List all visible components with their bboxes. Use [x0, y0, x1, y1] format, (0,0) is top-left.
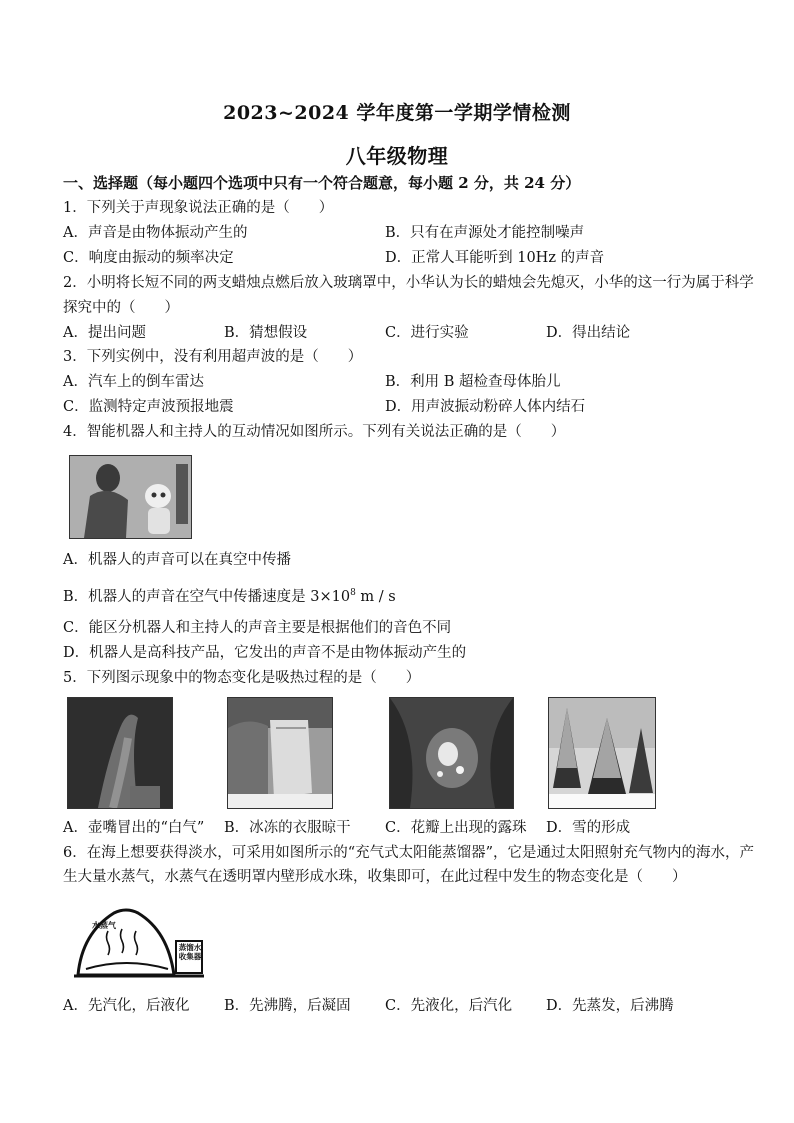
q2-stem-line2: 探究中的（ ）	[63, 300, 179, 316]
q4-option-c: C．能区分机器人和主持人的声音主要是根据他们的音色不同	[63, 620, 452, 636]
q2-option-b: B．猜想假设	[224, 325, 308, 341]
q4-option-b-prefix: B．机器人的声音在空气中传播速度是 3×10	[63, 589, 351, 605]
q6-option-c: C．先液化，后汽化	[385, 998, 513, 1014]
q6-stem-line1: 6．在海上想要获得淡水，可采用如图所示的“充气式太阳能蒸馏器”，它是通过太阳照射充气物内的海水，产	[63, 845, 755, 861]
q4-stem: 4．智能机器人和主持人的互动情况如图所示。下列有关说法正确的是（ ）	[63, 424, 566, 440]
q4-option-a: A．机器人的声音可以在真空中传播	[63, 552, 291, 568]
section-heading: 一、选择题（每小题四个选项中只有一个符合题意，每小题 2 分，共 24 分）	[63, 174, 581, 192]
q4-option-d: D．机器人是高科技产品，它发出的声音不是由物体振动产生的	[63, 645, 467, 661]
vapor-label: 水蒸气	[92, 920, 116, 930]
snow-trees-photo	[548, 697, 656, 809]
q6-option-d: D．先蒸发，后沸腾	[546, 998, 674, 1014]
q1-option-a: A．声音是由物体振动产生的	[63, 225, 248, 241]
q1-option-c: C．响度由振动的频率决定	[63, 250, 234, 266]
q5-caption-c: C．花瓣上出现的露珠	[385, 820, 527, 836]
robot-host-photo	[69, 455, 192, 539]
q2-option-d: D．得出结论	[546, 325, 631, 341]
q3-option-b: B．利用 B 超检查母体胎儿	[385, 374, 561, 390]
q2-option-c: C．进行实验	[385, 325, 469, 341]
q1-option-b: B．只有在声源处才能控制噪声	[385, 225, 585, 241]
collector-label: 蒸馏水收集器	[178, 943, 202, 961]
q4-option-b-exponent: 8	[350, 588, 356, 599]
q6-option-a: A．先汽化，后液化	[63, 998, 190, 1014]
exam-title: 2023~2024 学年度第一学期学情检测	[223, 102, 571, 124]
q6-option-b: B．先沸腾，后凝固	[224, 998, 351, 1014]
q2-option-a: A．提出问题	[63, 325, 146, 341]
q5-caption-a: A．壶嘴冒出的“白气”	[63, 820, 205, 836]
q1-stem: 1．下列关于声现象说法正确的是（ ）	[63, 200, 334, 216]
frozen-clothes-photo	[227, 697, 333, 809]
q3-option-a: A．汽车上的倒车雷达	[63, 374, 204, 390]
q4-option-b-suffix: m / s	[355, 589, 396, 605]
q5-caption-d: D．雪的形成	[546, 820, 631, 836]
solar-still-figure	[72, 905, 207, 981]
kettle-steam-photo	[67, 697, 173, 809]
q1-option-d: D．正常人耳能听到 10Hz 的声音	[385, 250, 605, 266]
exam-subtitle: 八年级物理	[345, 144, 449, 168]
q6-stem-line2: 生大量水蒸气，水蒸气在透明罩内壁形成水珠，收集即可，在此过程中发生的物态变化是（ ）	[63, 869, 687, 885]
q2-stem-line1: 2．小明将长短不同的两支蜡烛点燃后放入玻璃罩中，小华认为长的蜡烛会先熄灭，小华的这一行为属于科学	[63, 275, 754, 291]
dew-flower-photo	[389, 697, 514, 809]
q4-option-b	[63, 587, 396, 607]
q3-stem: 3．下列实例中，没有利用超声波的是（ ）	[63, 349, 363, 365]
q3-option-d: D．用声波振动粉碎人体内结石	[385, 399, 586, 415]
q3-option-c: C．监测特定声波预报地震	[63, 399, 234, 415]
q5-caption-b: B．冰冻的衣服晾干	[224, 820, 351, 836]
q5-stem: 5．下列图示现象中的物态变化是吸热过程的是（ ）	[63, 670, 421, 686]
